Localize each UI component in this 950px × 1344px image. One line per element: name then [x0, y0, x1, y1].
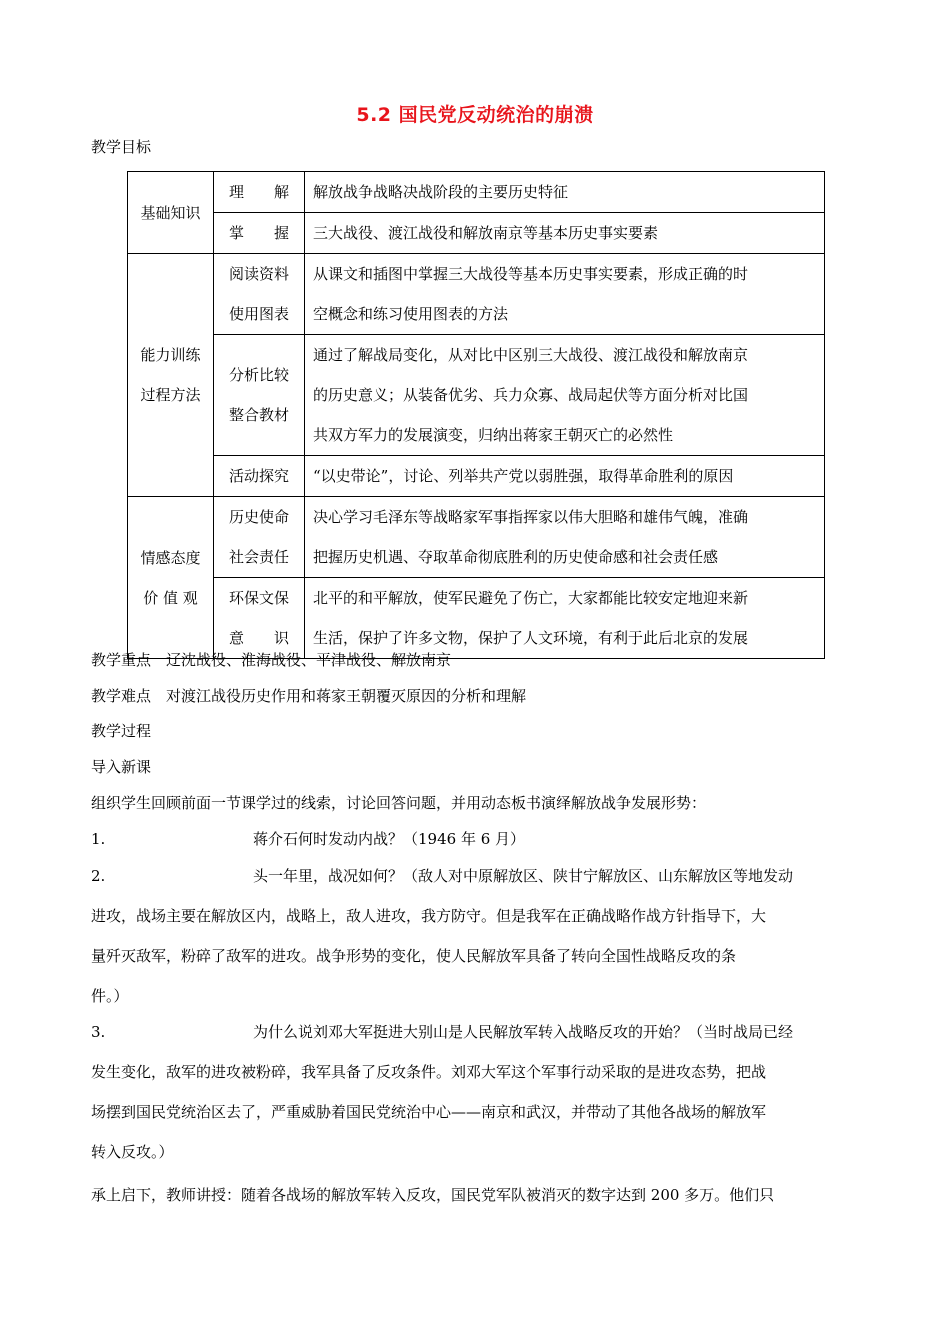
- sub-master: 掌 握: [214, 213, 305, 254]
- desc-reading-line1: 从课文和插图中掌握三大战役等基本历史事实要素，形成正确的时: [313, 265, 749, 283]
- item-1-line-1: [91, 819, 861, 859]
- intro-heading: 导入新课: [91, 758, 152, 776]
- category-emotion-line2: 价 值 观: [143, 588, 198, 607]
- organize-paragraph: 组织学生回顾前面一节课学过的线索，讨论回答问题，并用动态板书演绎解放战争发展形势：: [91, 794, 707, 812]
- category-basic: 基础知识: [128, 172, 214, 254]
- sub-activity: 活动探究: [214, 456, 305, 497]
- item-3-line-3: 场摆到国民党统治区去了，严重威胁着国民党统治中心——南京和武汉，并带动了其他各战场的解放军: [91, 1103, 767, 1121]
- desc-reading-line2: 空概念和练习使用图表的方法: [313, 305, 509, 323]
- table-row: [128, 213, 825, 254]
- category-ability-line1: 能力训练: [140, 346, 201, 364]
- list-item: [91, 856, 861, 1016]
- item-2-number: 2.: [91, 867, 106, 885]
- sub-mission-line1: 历史使命: [228, 508, 289, 526]
- category-ability: [128, 254, 214, 497]
- sub-protection-line2: 意 识: [228, 629, 289, 647]
- desc-protection: [305, 578, 825, 659]
- sub-reading-line2: 使用图表: [228, 305, 289, 323]
- item-1-text-1: 蒋介石何时发动内战？（1946 年 6 月）: [253, 830, 526, 848]
- item-2-line-1: [91, 856, 861, 896]
- closing-paragraph: 承上启下，教师讲授：随着各战场的解放军转入反攻，国民党军队被消灭的数字达到 200 多万。他们只: [91, 1186, 775, 1204]
- sub-mission: [214, 497, 305, 578]
- table-row: [128, 335, 825, 456]
- desc-understand: 解放战争战略决战阶段的主要历史特征: [305, 172, 825, 213]
- item-3-line-2: 发生变化，敌军的进攻被粉碎，我军具备了反攻条件。刘邓大军这个军事行动采取的是进攻态势，把战: [91, 1063, 767, 1081]
- sub-reading: [214, 254, 305, 335]
- desc-reading: [305, 254, 825, 335]
- category-emotion-line1: 情感态度: [140, 548, 201, 567]
- desc-master: 三大战役、渡江战役和解放南京等基本历史事实要素: [305, 213, 825, 254]
- desc-analysis: [305, 335, 825, 456]
- desc-analysis-line1: 通过了解战局变化，从对比中区别三大战役、渡江战役和解放南京: [313, 346, 749, 364]
- sub-understand: 理 解: [214, 172, 305, 213]
- item-2-line-3: 量歼灭敌军，粉碎了敌军的进攻。战争形势的变化，使人民解放军具备了转向全国性战略反攻的条: [91, 947, 737, 965]
- table-row: [128, 456, 825, 497]
- desc-protection-line2: 生活，保护了许多文物，保护了人文环境，有利于此后北京的发展: [313, 629, 749, 647]
- key-points: 教学重点 辽沈战役、淮海战役、平津战役、解放南京: [91, 651, 452, 669]
- desc-protection-line1: 北平的和平解放，使军民避免了伤亡，大家都能比较安定地迎来新: [313, 589, 749, 607]
- list-item: [91, 819, 861, 859]
- item-2-line-4: 件。）: [91, 987, 129, 1005]
- document-title: 5.2 国民党反动统治的崩溃: [356, 104, 594, 126]
- item-1-number: 1.: [91, 830, 106, 848]
- goals-table: [127, 171, 825, 659]
- item-3-text-1: 为什么说刘邓大军挺进大别山是人民解放军转入战略反攻的开始？（当时战局已经: [253, 1023, 794, 1041]
- desc-activity: “以史带论”，讨论、列举共产党以弱胜强，取得革命胜利的原因: [305, 456, 825, 497]
- table-row: [128, 497, 825, 578]
- sub-analysis-line1: 分析比较: [228, 366, 289, 384]
- desc-mission-line2: 把握历史机遇、夺取革命彻底胜利的历史使命感和社会责任感: [313, 548, 719, 566]
- table-row: [128, 578, 825, 659]
- process-heading: 教学过程: [91, 722, 152, 740]
- table-row: [128, 254, 825, 335]
- sub-analysis: [214, 335, 305, 456]
- table-row: [128, 172, 825, 213]
- sub-analysis-line2: 整合教材: [228, 406, 289, 424]
- item-2-text-1: 头一年里，战况如何？（敌人对中原解放区、陕甘宁解放区、山东解放区等地发动: [253, 867, 794, 885]
- desc-mission-line1: 决心学习毛泽东等战略家军事指挥家以伟大胆略和雄伟气魄，准确: [313, 508, 749, 526]
- item-3-line-1: [91, 1012, 861, 1052]
- category-emotion: [128, 497, 214, 659]
- desc-analysis-line2: 的历史意义；从装备优劣、兵力众寡、战局起伏等方面分析对比国: [313, 386, 749, 404]
- category-ability-line2: 过程方法: [140, 386, 201, 404]
- sub-protection: [214, 578, 305, 659]
- item-2-line-2: 进攻，战场主要在解放区内，战略上，敌人进攻，我方防守。但是我军在正确战略作战方针指导下，大: [91, 907, 767, 925]
- desc-analysis-line3: 共双方军力的发展演变，归纳出蒋家王朝灭亡的必然性: [313, 426, 674, 444]
- section-goals-heading: 教学目标: [91, 138, 152, 156]
- item-3-number: 3.: [91, 1023, 106, 1041]
- difficulties: 教学难点 对渡江战役历史作用和蒋家王朝覆灭原因的分析和理解: [91, 687, 527, 705]
- item-3-line-4: 转入反攻。）: [91, 1143, 174, 1161]
- desc-mission: [305, 497, 825, 578]
- sub-protection-line1: 环保文保: [228, 589, 289, 607]
- list-item: [91, 1012, 861, 1172]
- sub-mission-line2: 社会责任: [228, 548, 289, 566]
- sub-reading-line1: 阅读资料: [228, 265, 289, 283]
